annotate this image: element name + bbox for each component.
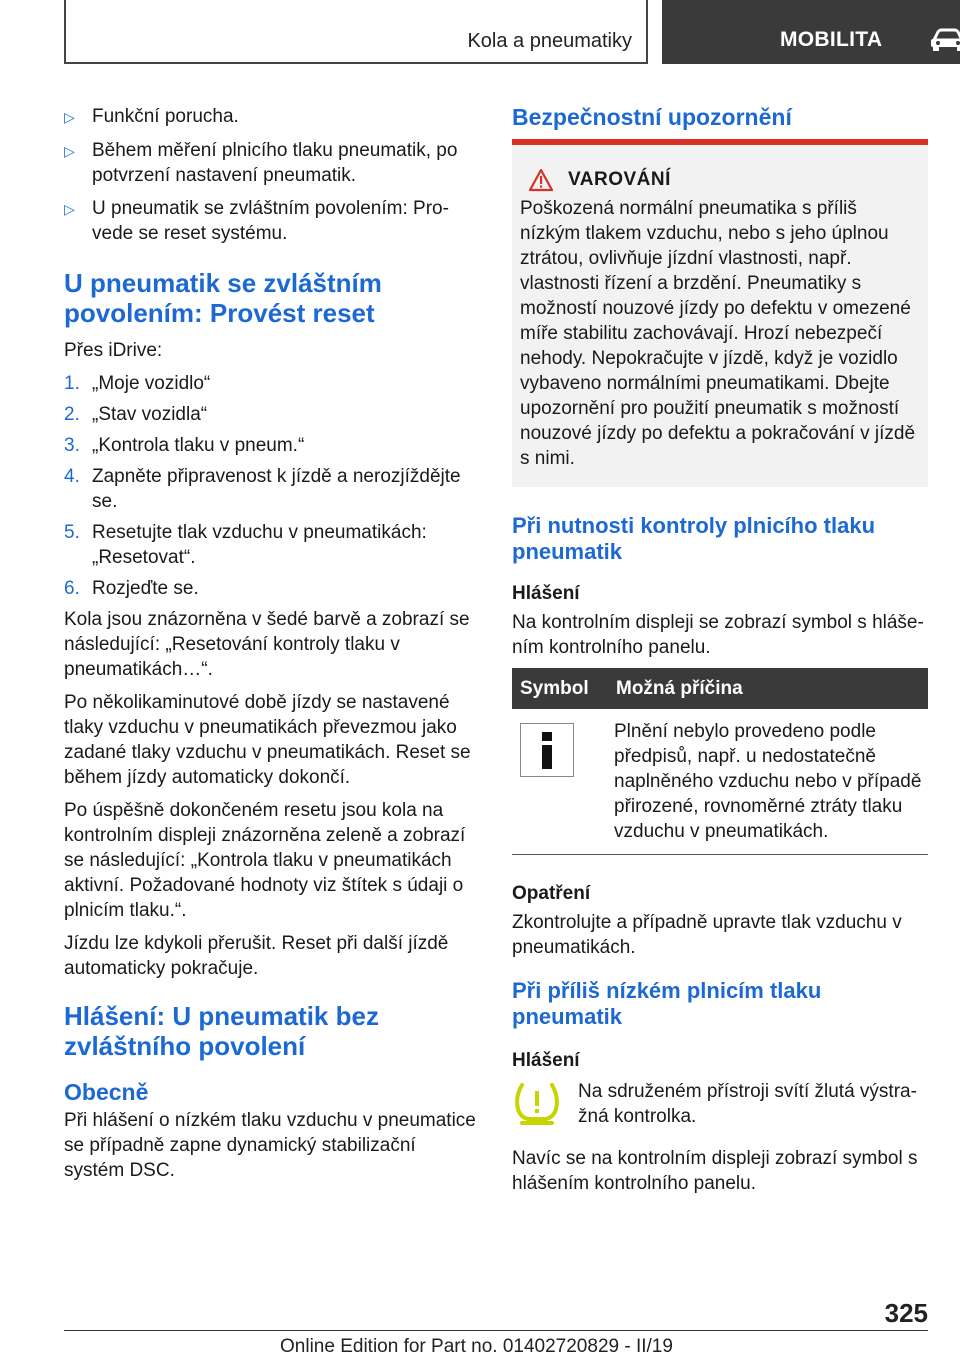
paragraph: Po úspěšně dokončeném resetu jsou kola na kontrolním displeji znázorněna zeleně a zobrazí se následující: „Kontrola tlaku v pneumatikách aktivní. Požadované hodnoty viz štítek s údaji o plnicím tlaku.“. [64,800,466,921]
warning-title: VAROVÁNÍ [568,169,671,190]
left-column [64,104,478,1191]
heading-reset: U pneumatik se zvláštním povolením: Provést reset [64,268,382,328]
step-item: 4. Zapněte připravenost k jízdě a nerozjíždějte se. [64,466,461,512]
heading-message: Hlášení: U pneumatik bez zvláštního povolení [64,1001,379,1061]
page-number: 325 [884,1298,928,1328]
triangle-bullet-icon: ▷ [64,143,75,159]
paragraph: Navíc se na kontrolním displeji zobrazí symbol s hlášením kontrolního panelu. [512,1148,918,1194]
paragraph: Kola jsou znázorněna v šedé barvě a zobrazí se následující: „Resetování kontroly tlaku v pneumatikách…“. [64,609,470,680]
right-column [512,104,928,1204]
warning-lamp-row [512,1079,928,1132]
tire-pressure-warning-icon [512,1079,562,1125]
header-section-title: Kola a pneumatiky [467,30,632,52]
heading-check-pressure: Při nutnosti kontroly plnicího tlaku pneumatik [512,513,876,564]
warning-box [512,139,928,487]
paragraph: Na kontrolním displeji se zobrazí symbol s hlášením kontrolního panelu. [512,612,924,658]
step-item: 3. „Kontrola tlaku v pneum.“ [64,435,305,456]
edition-text: Online Edition for Part no. 01402720829 - II/19 [280,1336,673,1357]
paragraph: Při hlášení o nízkém tlaku vzduchu v pneumatice se případně zapne dynamický stabilizační systém DSC. [64,1110,476,1181]
triangle-bullet-icon: ▷ [64,109,75,125]
step-item: 6. Rozjeďte se. [64,578,199,599]
lamp-text: Na sdruženém přístroji svítí žlutá výstražná kontrolka. [578,1081,917,1127]
car-icon [928,28,960,52]
warning-triangle-icon [528,168,554,192]
bullet-item: ▷ Během měření plnicího tlaku pneumatik, po potvrzení nastavení pneumatik. [64,140,458,186]
bullet-item: ▷ U pneumatik se zvláštním povolením: Provede se reset systému. [64,198,449,244]
via-idrive-text: Přes iDrive: [64,340,163,361]
heading-safety: Bezpečnostní upozornění [512,104,792,130]
triangle-bullet-icon: ▷ [64,201,75,217]
paragraph: Jízdu lze kdykoli přerušit. Reset při další jízdě automaticky pokračuje. [64,933,449,979]
paragraph: Po několikaminutové době jízdy se nastavené tlaky vzduchu v pneumatikách převezmou jako zadané tlaky vzduchu v pneumatikách. Reset se během jízdy automaticky dokončí. [64,692,471,788]
step-item: 2. „Stav vozidla“ [64,404,208,425]
table-header-symbol: Symbol [512,668,608,709]
subheading-message: Hlášení [512,1050,580,1071]
step-item: 1. „Moje vozidlo“ [64,373,211,394]
bullet-item: ▷ Funkční porucha. [64,104,478,130]
footer-divider [64,1330,928,1331]
header-section-box [64,0,648,64]
heading-general: Obecně [64,1079,149,1105]
heading-low-pressure: Při příliš nízkém plnicím tlaku pneumatik [512,978,822,1029]
info-icon [520,723,574,777]
symbol-table [512,668,928,855]
table-cell-cause: Plnění nebylo provedeno podle předpisů, např. u nedostatečně naplněného vzduchu nebo v případě přirozené, rovnoměrné ztráty tlaku vzduchu v pneumatikách. [608,709,928,855]
table-row [512,709,928,855]
step-item: 5. Resetujte tlak vzduchu v pneumatikách: „Resetovat“. [64,522,427,568]
header-chapter-label: MOBILITA [780,28,883,51]
warning-text: Poškozená normální pneumatika s příliš nízkým tlakem vzduchu, nebo s jeho úplnou ztrátou, ovlivňuje jízdní vlastnosti, např. vlastnosti řízení a brzdění. Pneumatiky s možností nouzové jízdy po defektu v omezené míře stabilitu zachovávají. Hrozí nebezpečí nehody. Nepokračujte v jízdě, když je vozidlo vybaveno normálními pneumatikami. Dbejte upozornění pro použití pneumatik s možností nouzové jízdy po defektu a pokračování v jízdě s nimi. [520,198,916,469]
subheading-message: Hlášení [512,583,580,604]
subheading-action: Opatření [512,883,591,904]
paragraph: Zkontrolujte a případně upravte tlak vzduchu v pneumatikách. [512,912,902,958]
header-chapter-tab [662,0,960,64]
table-header-cause: Možná příčina [608,668,928,709]
